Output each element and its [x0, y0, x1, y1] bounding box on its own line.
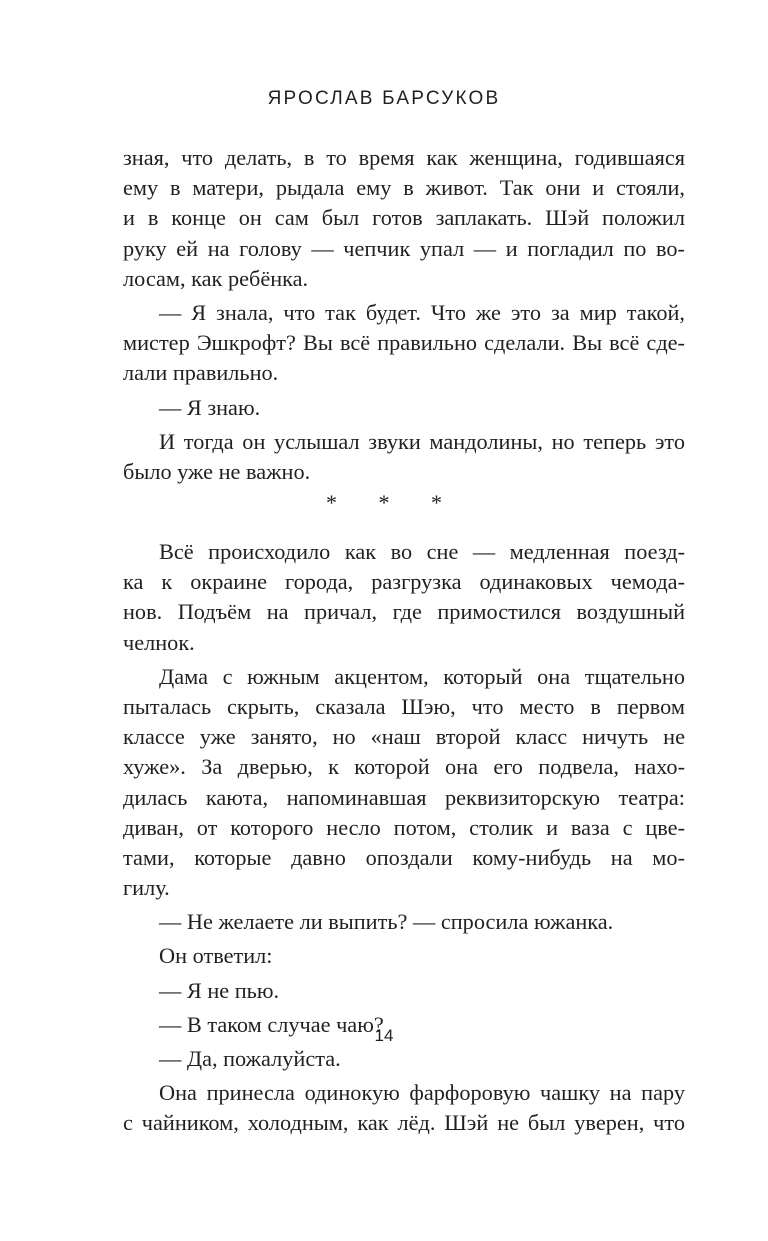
- text-line: диван, от которого несло потом, столик и ваза с цве-: [123, 814, 685, 840]
- text-line: хуже». За дверью, к которой она его подвела, нахо-: [123, 754, 685, 780]
- text-line: дилась каюта, напоминавшая реквизиторскую театра:: [123, 784, 685, 810]
- section-separator: * * *: [326, 490, 460, 515]
- text-line: классе уже занято, но «наш второй класс ничуть не: [123, 724, 685, 750]
- text-line: пыталась скрыть, сказала Шэю, что место в первом: [123, 693, 685, 719]
- text-line: — Я знаю.: [159, 394, 261, 420]
- text-line: И тогда он услышал звуки мандолины, но теперь это: [159, 428, 685, 454]
- text-line: руку ей на голову — чепчик упал — и погладил по во-: [123, 235, 685, 261]
- text-line: челнок.: [123, 629, 195, 655]
- text-line: тами, которые давно опоздали кому-нибудь на мо-: [123, 844, 685, 870]
- text-line: — Я знала, что так будет. Что же это за мир такой,: [159, 299, 685, 325]
- text-line: Он ответил:: [159, 943, 273, 969]
- text-line: Она принесла одинокую фарфоровую чашку на пару: [159, 1080, 685, 1106]
- text-line: — В таком случае чаю?: [159, 1011, 384, 1037]
- text-line: — Я не пью.: [159, 977, 280, 1003]
- text-block-1: [123, 143, 685, 487]
- text-line: и в конце он сам был готов заплакать. Шэй положил: [123, 205, 685, 231]
- text-line: Всё происходило как во сне — медленная поезд-: [159, 539, 685, 564]
- text-line: лосам, как ребёнка.: [123, 265, 309, 291]
- text-line: с чайником, холодным, как лёд. Шэй не был уверен, что: [123, 1110, 685, 1136]
- page-number: 14: [374, 1026, 394, 1045]
- text-line: гилу.: [123, 875, 170, 901]
- text-line: лали правильно.: [123, 360, 279, 386]
- text-line: зная, что делать, в то время как женщина, годившаяся: [123, 145, 685, 170]
- text-line: было уже не важно.: [123, 458, 311, 484]
- text-line: мистер Эшкрофт? Вы всё правильно сделали. Вы всё сде-: [123, 330, 685, 356]
- running-head: ЯРОСЛАВ БАРСУКОВ: [267, 88, 501, 109]
- text-block-2: [123, 537, 685, 1139]
- text-line: ему в матери, рыдала ему в живот. Так они и стояли,: [123, 175, 685, 201]
- text-line: ка к окраине города, разгрузка одинаковых чемода-: [123, 569, 685, 595]
- text-line: Дама с южным акцентом, который она тщательно: [159, 663, 685, 689]
- text-line: нов. Подъём на причал, где примостился воздушный: [123, 599, 685, 625]
- text-line: — Не желаете ли выпить? — спросила южанка.: [159, 909, 614, 935]
- text-line: — Да, пожалуйста.: [159, 1046, 341, 1071]
